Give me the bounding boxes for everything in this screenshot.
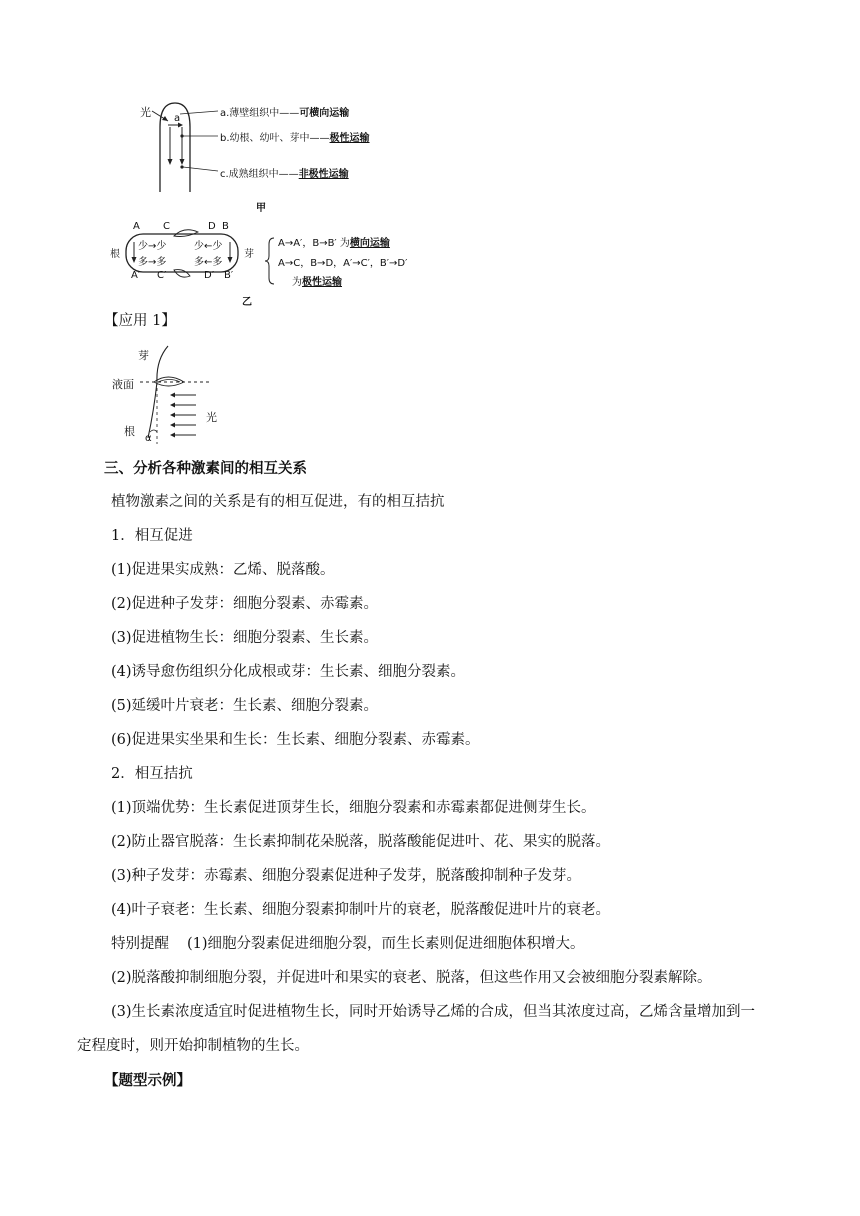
antagonize-item-3: (3)种子发芽：赤霉素、细胞分裂素促进种子发芽，脱落酸抑制种子发芽。 [111,868,582,884]
note-item-3-continued: 定程度时，则开始抑制植物的生长。 [77,1038,309,1054]
note-line-1 [111,934,585,954]
section3-heading: 三、分析各种激素间的相互关系 [104,460,307,477]
figure-yi-letter-B-prime: B′ [224,270,234,281]
application-light-label: 光 [206,411,217,424]
figure-yi-letter-A: A [133,221,140,232]
figure-yi-row2-right: 多←多 [194,257,223,268]
examples-heading: 【题型示例】 [104,1072,191,1089]
figure-yi-row1-left: 少→少 [138,241,167,252]
note-lead: 特别提醒 [111,936,169,952]
figure-yi-letter-C-prime: C′ [157,270,167,281]
antagonize-item-4: (4)叶子衰老：生长素、细胞分裂素抑制叶片的衰老，脱落酸促进叶片的衰老。 [111,902,611,918]
antagonize-heading: 2．相互拮抗 [111,766,193,782]
figure-jia-light-label: 光 [140,106,151,119]
note-item-3: (3)生长素浓度适宜时促进植物生长，同时开始诱导乙烯的合成，但当其浓度过高，乙烯含量增加到一 [111,1004,756,1020]
figure-yi-row2-left: 多→多 [138,257,167,268]
figure-yi-letter-B: B [222,221,229,232]
application-root-label: 根 [124,425,135,438]
promote-heading: 1．相互促进 [111,528,193,544]
figure-yi-row1-right: 少←少 [194,241,223,252]
application-heading: 【应用 1】 [104,313,176,329]
promote-item-5: (5)延缓叶片衰老：生长素、细胞分裂素。 [111,698,379,714]
figure-yi-line1: A→A′，B→B′ 为横向运输 [278,238,390,249]
figure-yi-bud-label: 芽 [244,249,254,260]
figure-jia-label-a: a.薄壁组织中——可横向运输 [220,108,350,119]
application-bud-label: 芽 [138,349,149,362]
figure-jia-point-a: a [174,113,181,124]
figure-yi-letter-A-prime: A′ [131,270,141,281]
figure-yi-letter-C: C [163,221,170,232]
figure-jia-caption: 甲 [256,203,266,214]
promote-item-3: (3)促进植物生长：细胞分裂素、生长素。 [111,630,379,646]
promote-item-1: (1)促进果实成熟：乙烯、脱落酸。 [111,562,335,578]
figure-yi-caption: 乙 [242,297,252,308]
figure-yi-letter-D: D [208,221,216,232]
application-surface-label: 液面 [112,378,134,391]
figure-yi-brace [264,236,276,286]
figure-jia-label-b: b.幼根、幼叶、芽中——极性运输 [220,133,370,144]
figure-yi-root-label: 根 [110,249,120,260]
figure-yi-line3: 为极性运输 [292,277,342,288]
section3-intro: 植物激素之间的关系是有的相互促进，有的相互拮抗 [111,494,445,510]
note-item-2: (2)脱落酸抑制细胞分裂，并促进叶和果实的衰老、脱落，但这些作用又会被细胞分裂素解除。 [111,970,712,986]
antagonize-item-1: (1)顶端优势：生长素促进顶芽生长，细胞分裂素和赤霉素都促进侧芽生长。 [111,800,596,816]
note-item-1: (1)细胞分裂素促进细胞分裂，而生长素则促进细胞体积增大。 [187,936,585,952]
antagonize-item-2: (2)防止器官脱落：生长素抑制花朵脱落，脱落酸能促进叶、花、果实的脱落。 [111,834,611,850]
promote-item-6: (6)促进果实坐果和生长：生长素、细胞分裂素、赤霉素。 [111,732,480,748]
figure-jia-label-c: c.成熟组织中——非极性运输 [220,169,349,180]
figure-yi-letter-D-prime: D′ [204,270,214,281]
figure-yi-line2: A→C，B→D，A′→C′，B′→D′ [278,258,408,269]
promote-item-4: (4)诱导愈伤组织分化成根或芽：生长素、细胞分裂素。 [111,664,466,680]
promote-item-2: (2)促进种子发芽：细胞分裂素、赤霉素。 [111,596,379,612]
application-alpha-label: α [145,433,152,444]
